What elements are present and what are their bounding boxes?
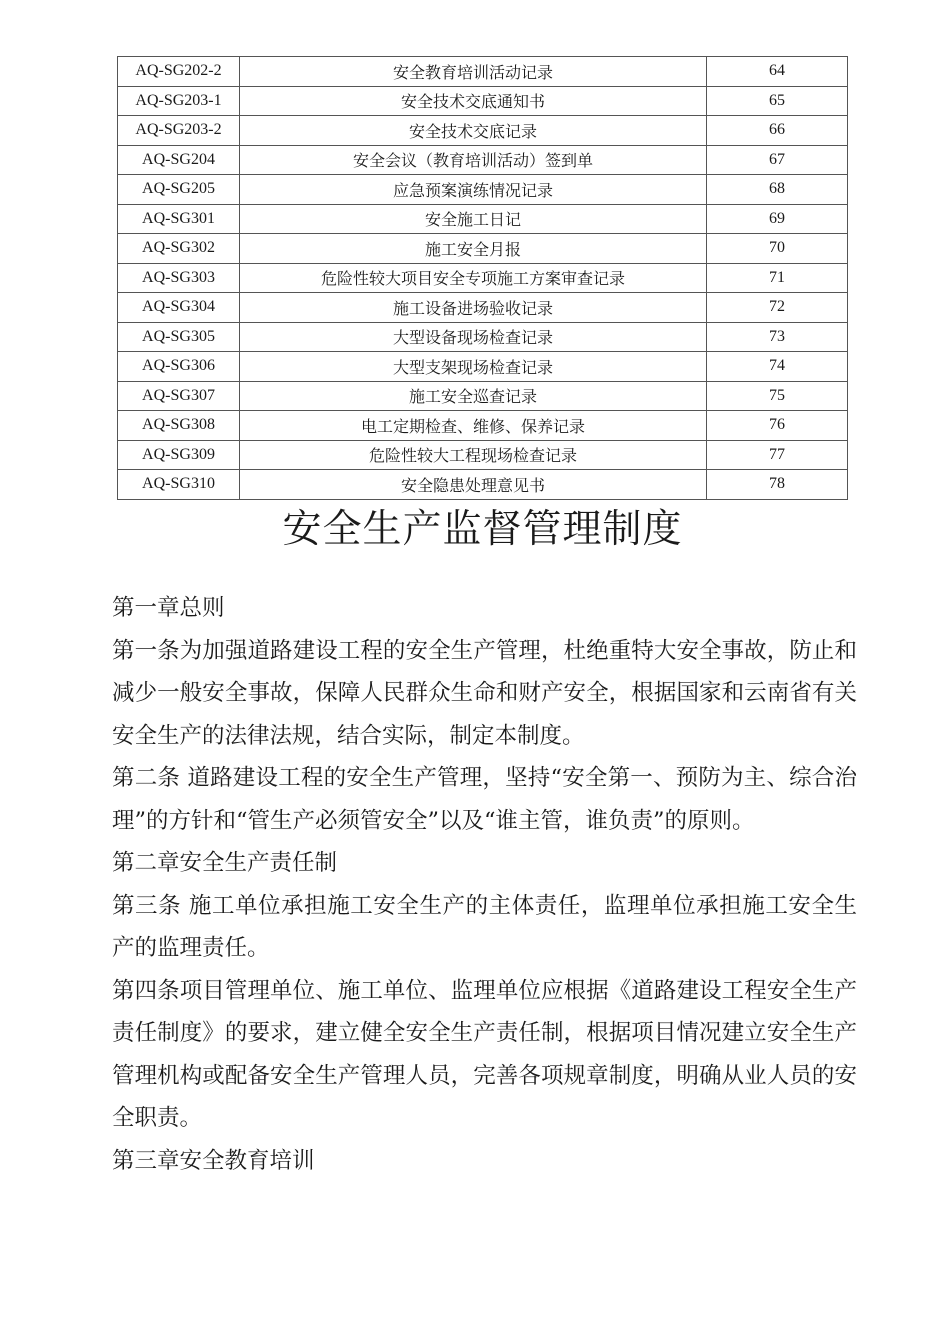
form-name-cell: 施工安全巡查记录 [240, 381, 707, 411]
form-code-cell: AQ-SG303 [118, 263, 240, 293]
table-row [118, 322, 848, 352]
table-row [118, 352, 848, 382]
form-code-cell: AQ-SG308 [118, 411, 240, 441]
article-paragraph: 第一条为加强道路建设工程的安全生产管理，杜绝重特大安全事故，防止和减少一般安全事故，保障人民群众生命和财产安全，根据国家和云南省有关安全生产的法律法规，结合实际，制定本制度。 [112, 637, 857, 749]
page-number-cell: 65 [707, 86, 848, 116]
page-number-cell: 67 [707, 145, 848, 175]
form-code-cell: AQ-SG306 [118, 352, 240, 382]
page-number-cell: 70 [707, 234, 848, 264]
table-row [118, 116, 848, 146]
form-name-cell: 大型支架现场检查记录 [240, 352, 707, 382]
form-code-cell: AQ-SG304 [118, 293, 240, 323]
form-code-cell: AQ-SG203-2 [118, 116, 240, 146]
page-number-cell: 77 [707, 440, 848, 470]
document-body [112, 587, 857, 1182]
form-name-cell: 安全技术交底记录 [240, 116, 707, 146]
page-number-cell: 76 [707, 411, 848, 441]
form-name-cell: 施工安全月报 [240, 234, 707, 264]
table-row [118, 175, 848, 205]
form-code-cell: AQ-SG310 [118, 470, 240, 500]
page-number-cell: 78 [707, 470, 848, 500]
form-index-table [117, 56, 848, 500]
page-number-cell: 64 [707, 57, 848, 87]
document-title: 安全生产监督管理制度 [282, 507, 683, 552]
page-number-cell: 68 [707, 175, 848, 205]
form-name-cell: 施工设备进场验收记录 [240, 293, 707, 323]
form-code-cell: AQ-SG205 [118, 175, 240, 205]
table-row [118, 293, 848, 323]
page-number-cell: 75 [707, 381, 848, 411]
page-number-cell: 71 [707, 263, 848, 293]
form-code-cell: AQ-SG203-1 [118, 86, 240, 116]
form-code-cell: AQ-SG202-2 [118, 57, 240, 87]
table-row [118, 381, 848, 411]
table-row [118, 263, 848, 293]
article-paragraph: 第四条项目管理单位、施工单位、监理单位应根据《道路建设工程安全生产责任制度》的要求，建立健全安全生产责任制，根据项目情况建立安全生产管理机构或配备安全生产管理人员，完善各项规章制度，明确从业人员的安全职责。 [112, 977, 857, 1131]
form-code-cell: AQ-SG307 [118, 381, 240, 411]
form-code-cell: AQ-SG301 [118, 204, 240, 234]
form-name-cell: 安全会议（教育培训活动）签到单 [240, 145, 707, 175]
page-number-cell: 74 [707, 352, 848, 382]
table-row [118, 86, 848, 116]
article-paragraph: 第三条 施工单位承担施工安全生产的主体责任，监理单位承担施工安全生产的监理责任。 [112, 892, 857, 961]
form-name-cell: 安全技术交底通知书 [240, 86, 707, 116]
form-code-cell: AQ-SG302 [118, 234, 240, 264]
form-index-table-body [118, 57, 848, 500]
table-row [118, 440, 848, 470]
form-name-cell: 安全施工日记 [240, 204, 707, 234]
form-name-cell: 安全隐患处理意见书 [240, 470, 707, 500]
table-row [118, 411, 848, 441]
form-name-cell: 危险性较大工程现场检查记录 [240, 440, 707, 470]
chapter-heading: 第三章安全教育培训 [112, 1147, 315, 1174]
table-row [118, 470, 848, 500]
table-row [118, 204, 848, 234]
table-row [118, 145, 848, 175]
form-name-cell: 应急预案演练情况记录 [240, 175, 707, 205]
chapter-heading: 第一章总则 [112, 595, 225, 621]
page-number-cell: 66 [707, 116, 848, 146]
form-name-cell: 安全教育培训活动记录 [240, 57, 707, 87]
form-code-cell: AQ-SG305 [118, 322, 240, 352]
page-number-cell: 69 [707, 204, 848, 234]
form-name-cell: 大型设备现场检查记录 [240, 322, 707, 352]
chapter-heading: 第二章安全生产责任制 [112, 850, 338, 876]
article-paragraph: 第二条 道路建设工程的安全生产管理，坚持“安全第一、预防为主、综合治理”的方针和“管生产必须管安全”以及“谁主管，谁负责”的原则。 [112, 765, 857, 834]
form-code-cell: AQ-SG309 [118, 440, 240, 470]
form-code-cell: AQ-SG204 [118, 145, 240, 175]
page-number-cell: 72 [707, 293, 848, 323]
page-number-cell: 73 [707, 322, 848, 352]
form-name-cell: 电工定期检查、维修、保养记录 [240, 411, 707, 441]
form-name-cell: 危险性较大项目安全专项施工方案审查记录 [240, 263, 707, 293]
table-row [118, 57, 848, 87]
table-row [118, 234, 848, 264]
